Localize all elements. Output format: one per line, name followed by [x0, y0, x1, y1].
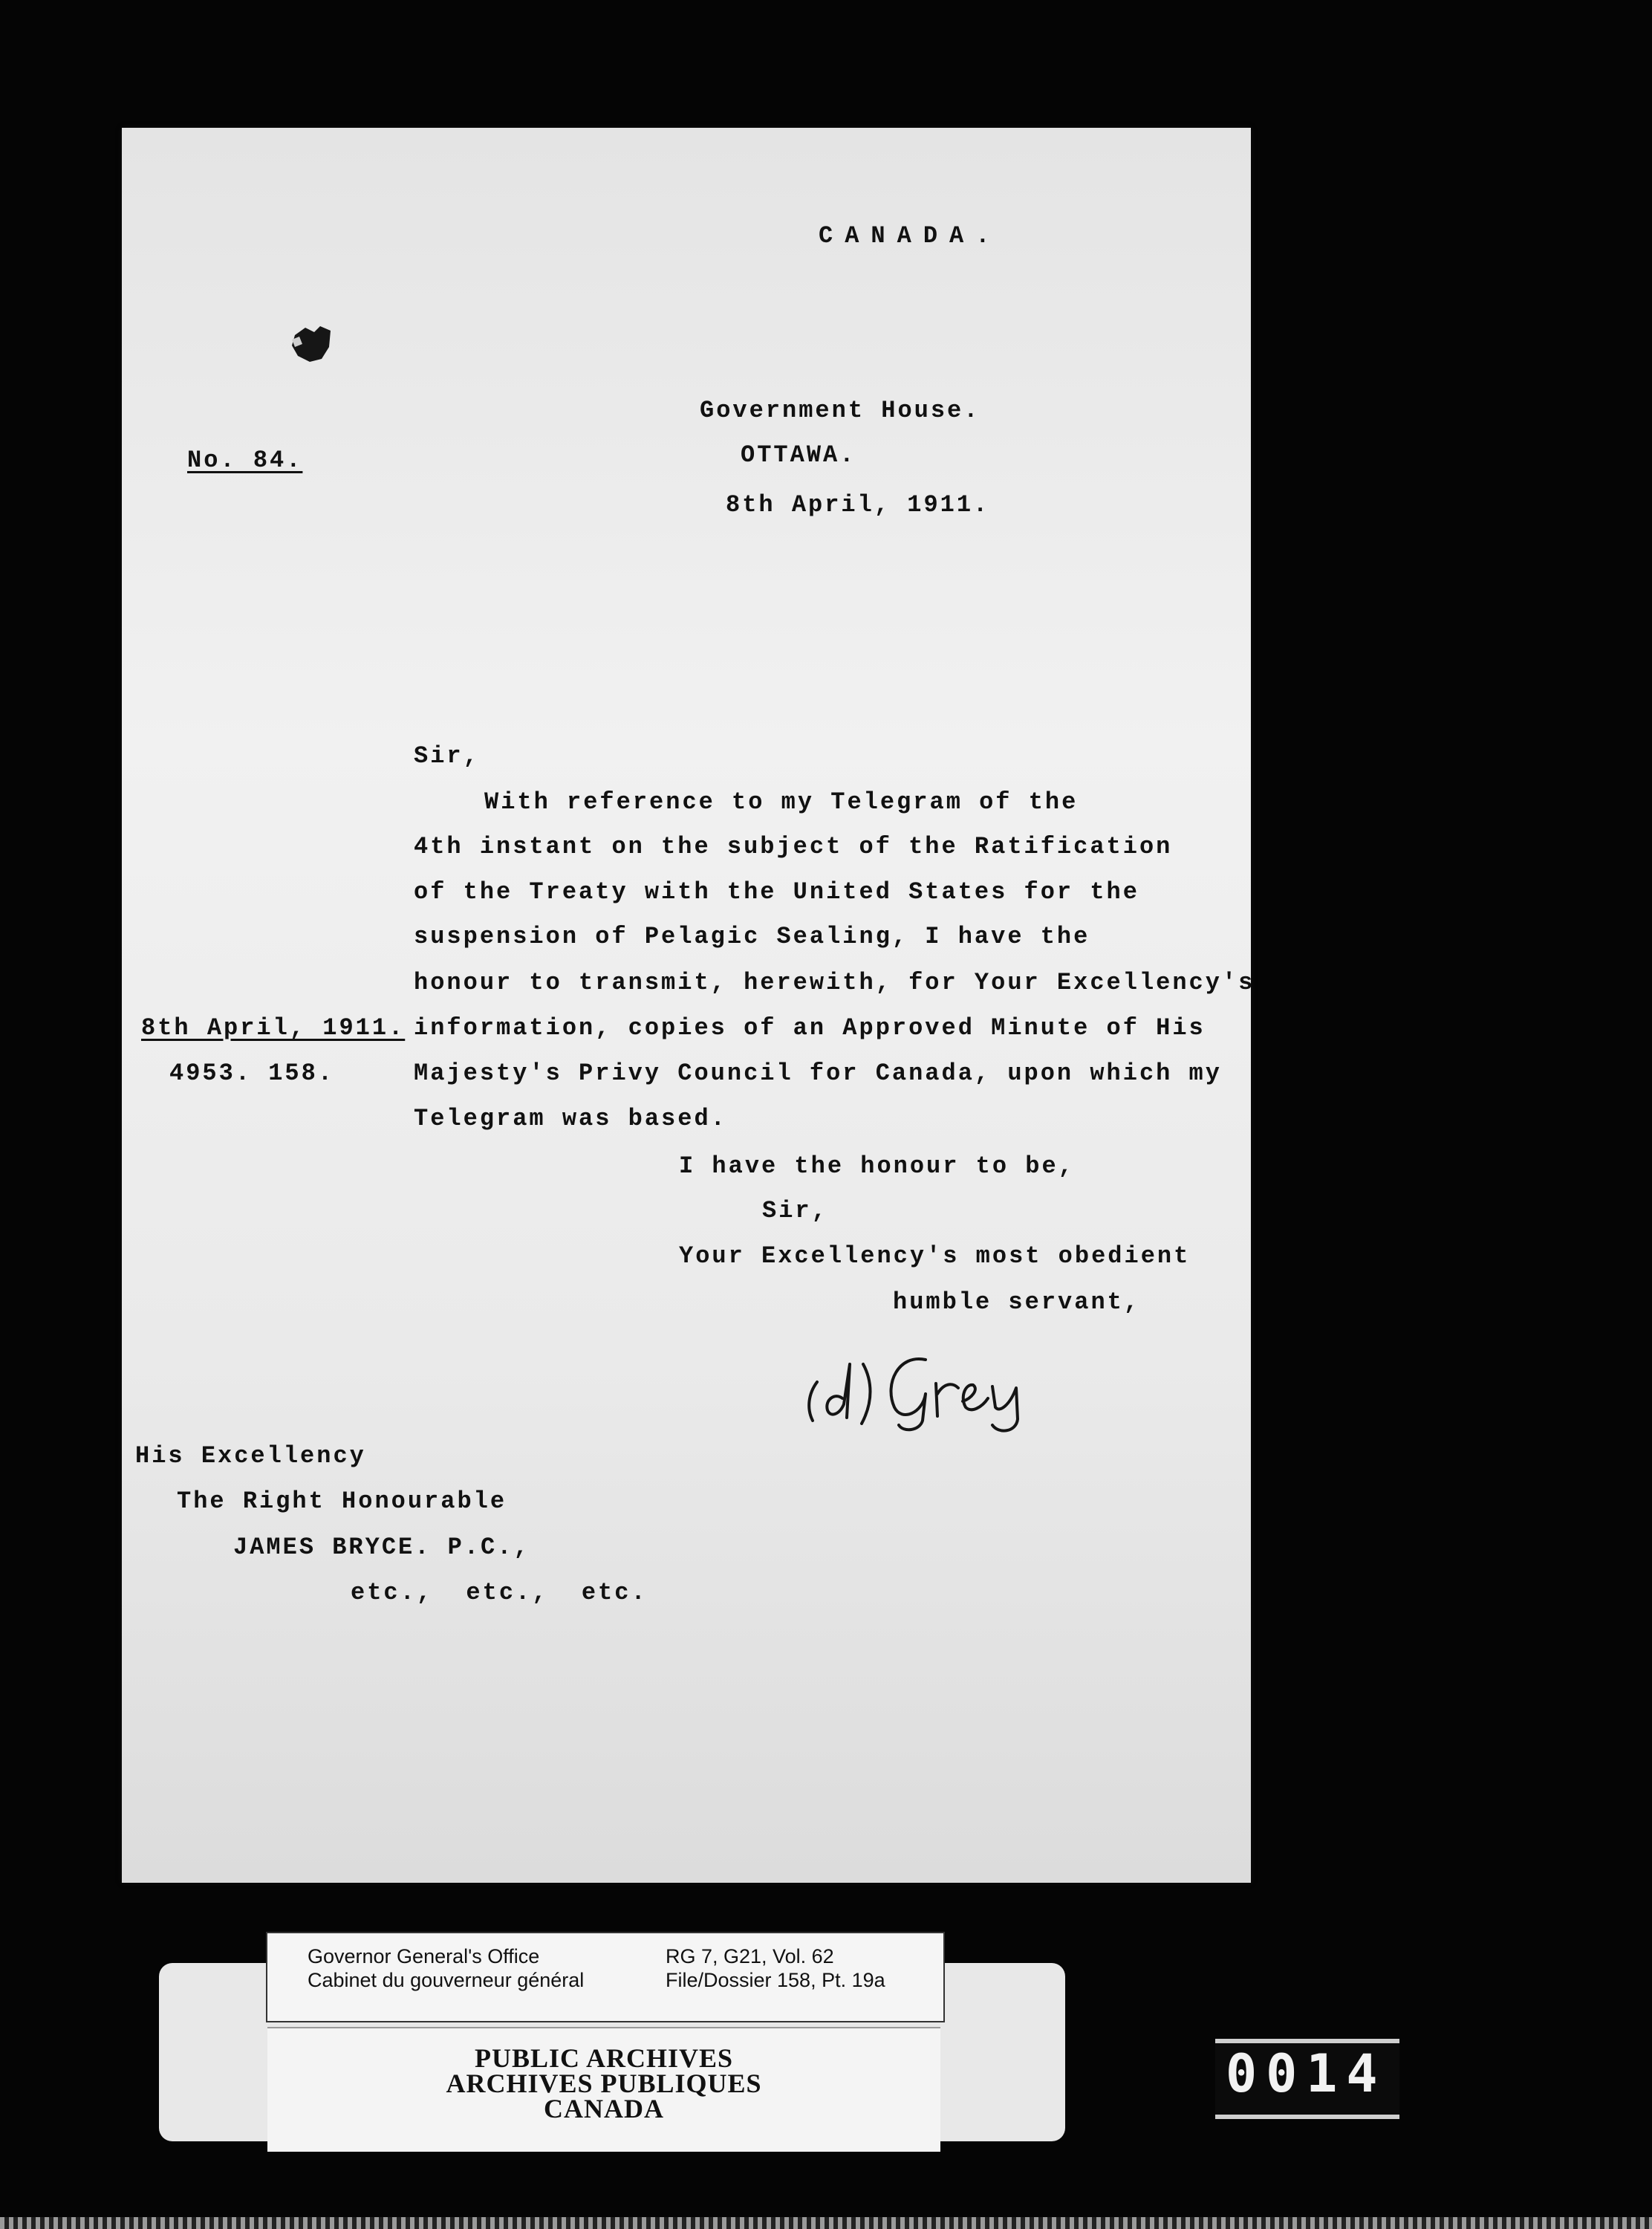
address-line-1: Government House.: [700, 397, 981, 424]
stamp-line-english: PUBLIC ARCHIVES: [474, 2043, 734, 2073]
body-line: Telegram was based.: [414, 1105, 727, 1132]
closing-line: Sir,: [762, 1197, 828, 1224]
salutation: Sir,: [414, 742, 480, 770]
letter-date: 8th April, 1911.: [726, 491, 990, 519]
margin-note-reference: 4953. 158.: [169, 1060, 335, 1087]
body-line: honour to transmit, herewith, for Your Excellency's: [414, 969, 1255, 996]
recipient-line: The Right Honourable: [177, 1487, 507, 1515]
handwritten-signature: [795, 1330, 1047, 1434]
recipient-line: etc., etc., etc.: [351, 1579, 648, 1606]
archive-stamp: [267, 2027, 940, 2152]
letter-page: [122, 128, 1255, 1883]
office-name-english: Governor General's Office: [308, 1945, 540, 1967]
body-line: Majesty's Privy Council for Canada, upon which my: [414, 1060, 1222, 1087]
record-group-reference: RG 7, G21, Vol. 62: [666, 1945, 834, 1967]
frame-counter: [1215, 2039, 1399, 2119]
body-line: suspension of Pelagic Sealing, I have the: [414, 923, 1090, 950]
body-line: of the Treaty with the United States for the: [414, 878, 1139, 906]
recipient-line: His Excellency: [135, 1442, 366, 1470]
body-line: 4th instant on the subject of the Ratification: [414, 833, 1173, 860]
body-line: information, copies of an Approved Minute of His: [414, 1014, 1206, 1042]
stamp-line-country: CANADA: [544, 2094, 664, 2123]
ink-blot-mark: [289, 325, 334, 363]
country-heading: CANADA.: [819, 222, 1002, 250]
address-line-2: OTTAWA.: [741, 441, 856, 469]
margin-note-date: 8th April, 1911.: [141, 1014, 406, 1042]
closing-line: humble servant,: [893, 1288, 1141, 1316]
reference-number: No. 84.: [187, 447, 303, 474]
closing-line: I have the honour to be,: [679, 1152, 1075, 1180]
film-edge-strip: [0, 2217, 1652, 2229]
file-reference: File/Dossier 158, Pt. 19a: [666, 1969, 885, 1991]
frame-number: 0014: [1226, 2043, 1387, 2104]
office-name-french: Cabinet du gouverneur général: [308, 1969, 585, 1991]
archive-reference-label: [266, 1932, 945, 2022]
recipient-line: JAMES BRYCE. P.C.,: [233, 1534, 530, 1561]
stamp-line-french: ARCHIVES PUBLIQUES: [446, 2069, 762, 2098]
body-line: With reference to my Telegram of the: [484, 788, 1079, 816]
closing-line: Your Excellency's most obedient: [679, 1242, 1191, 1270]
